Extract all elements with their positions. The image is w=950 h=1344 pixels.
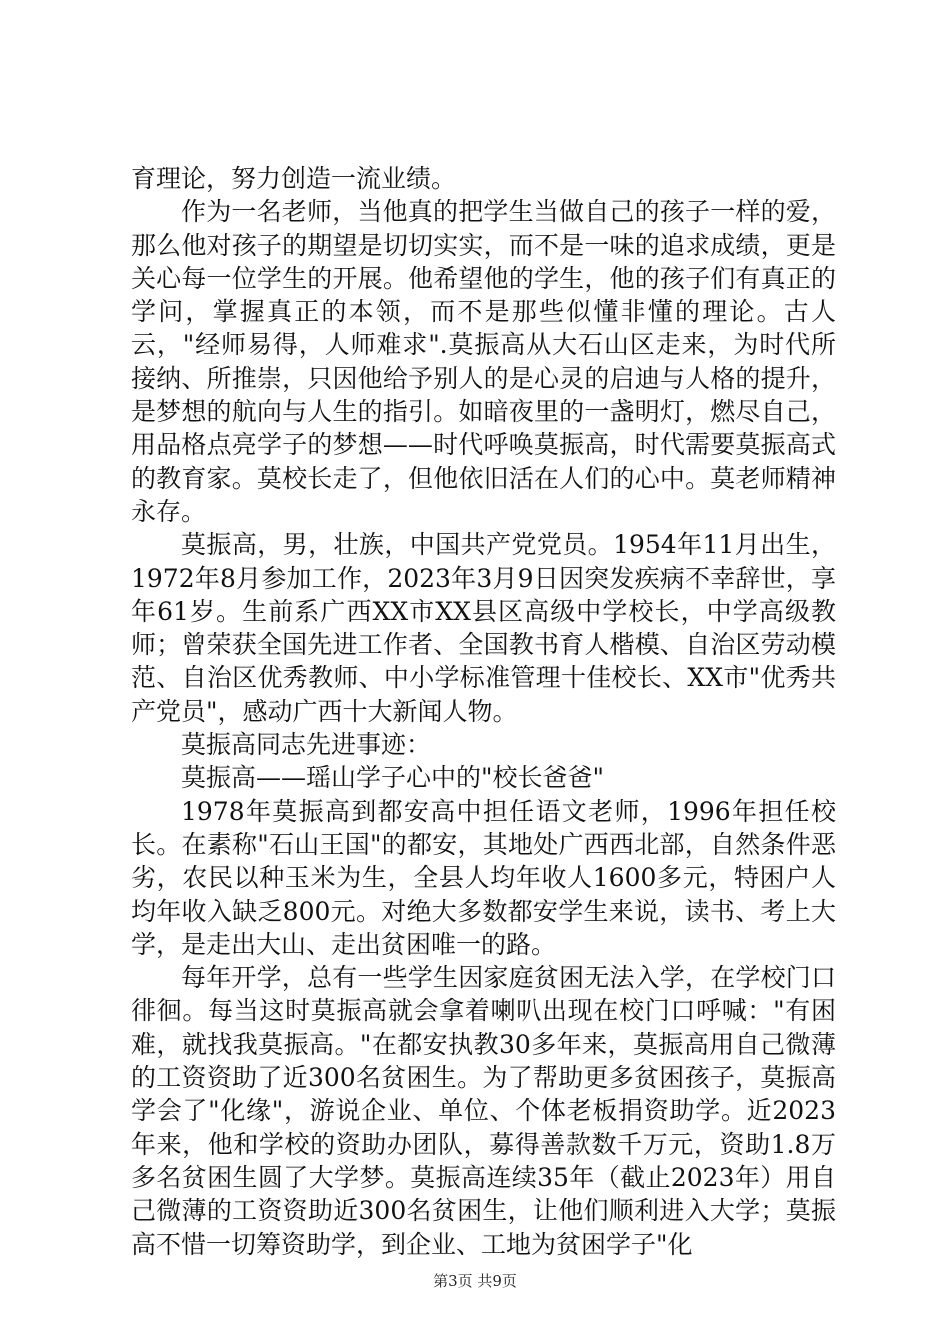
section-subheading: 莫振高——瑶山学子心中的"校长爸爸"	[181, 763, 604, 793]
paragraph: 育理论，努力创造一流业绩。	[131, 164, 457, 193]
paragraph: 作为一名老师，当他真的把学生当做自己的孩子一样的爱，那么他对孩子的期望是切切实实，而不是一味的追求成绩，更是关心每一位学生的开展。他希望他的学生，他的孩子们有真正的学问，掌握真正的本领，而不是那些似懂非懂的理论。古人云，"经师易得，人师难求".莫振高从大石山区走来，为时代所接纳、所推崇，只因他给予别人的是心灵的启迪与人格的提升，是梦想的航向与人生的指引。如暗夜里的一盏明灯，燃尽自己，用品格点亮学子的梦想——时代呼唤莫振高，时代需要莫振高式的教育家。莫校长走了，但他依旧活在人们的心中。莫老师精神永存。	[131, 197, 836, 526]
section-heading: 莫振高同志先进事迹：	[181, 730, 432, 760]
paragraph: 1978年莫振高到都安高中担任语文老师，1996年担任校长。在素称"石山王国"的都安，其地处广西西北部，自然条件恶劣，农民以种玉米为生，全县人均年收人1600多元，特困户人均年收入缺乏800元。对绝大多数都安学生来说，读书、考上大学，是走出大山、走出贫困唯一的路。	[131, 796, 836, 959]
page-number: 第3页 共9页	[433, 1272, 517, 1290]
document-body	[131, 162, 836, 1261]
paragraph: 莫振高，男，壮族，中国共产党党员。1954年11月出生，1972年8月参加工作，2023年3月9日因突发疾病不幸辞世，享年61岁。生前系广西XX市XX县区高级中学校长，中学高级教师；曾荣获全国先进工作者、全国教书育人楷模、自治区劳动模范、自治区优秀教师、中小学标准管理十佳校长、XX市"优秀共产党员"，感动广西十大新闻人物。	[131, 530, 836, 726]
paragraph: 每年开学，总有一些学生因家庭贫困无法入学，在学校门口徘徊。每当这时莫振高就会拿着喇叭出现在校门口呼喊："有困难，就找我莫振高。"在都安执教30多年来，莫振高用自己微薄的工资资助了近300名贫困生。为了帮助更多贫困孩子，莫振高学会了"化缘"，游说企业、单位、个体老板捐资助学。近2023年来，他和学校的资助办团队，募得善款数千万元，资助1.8万多名贫困生圆了大学梦。莫振高连续35年（截止2023年）用自己微薄的工资资助近300名贫困生，让他们顺利进入大学；莫振高不惜一切筹资助学，到企业、工地为贫困学子"化	[131, 963, 836, 1259]
